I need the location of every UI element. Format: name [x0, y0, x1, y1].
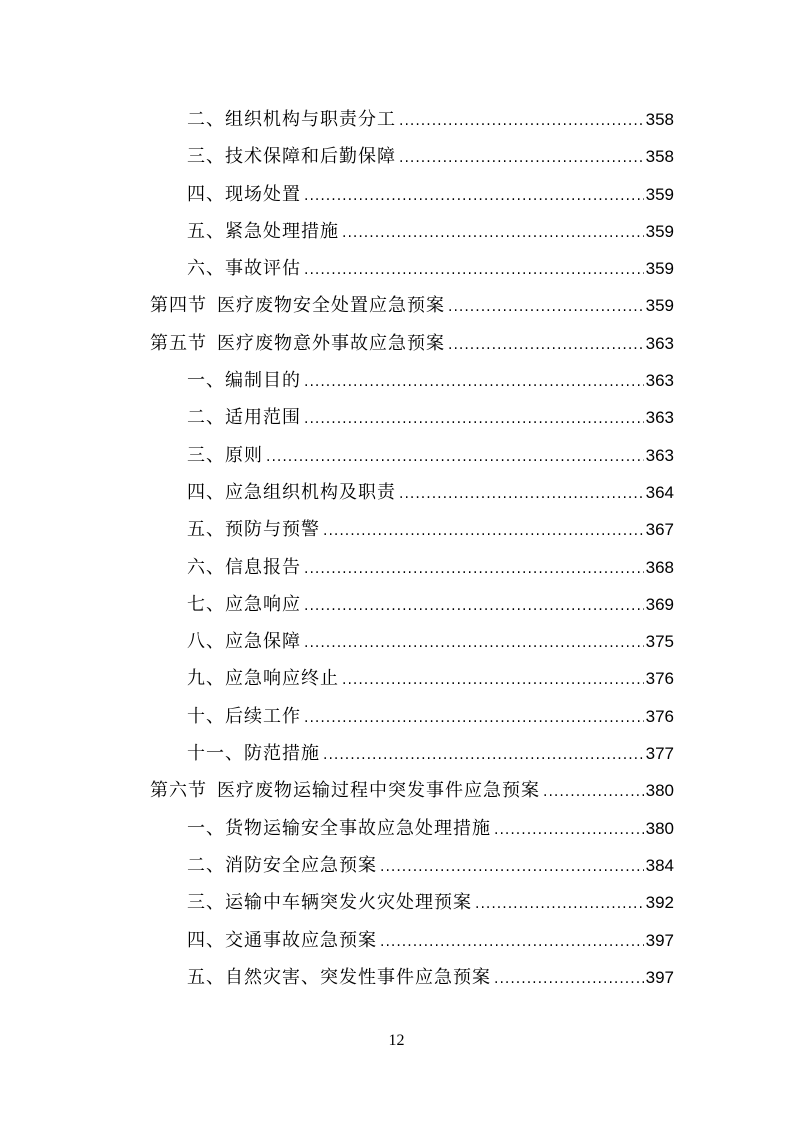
toc-entry-title [150, 287, 445, 324]
toc-entry[interactable] [150, 511, 674, 548]
toc-section-label: 第四节 [150, 295, 207, 317]
toc-entry[interactable] [150, 176, 674, 213]
toc-entry-text: 二、适用范围 [187, 407, 301, 429]
toc-entry[interactable] [150, 362, 674, 399]
toc-leader-dots [304, 551, 644, 588]
toc-section-entry[interactable] [150, 287, 674, 324]
toc-entry-text: 四、交通事故应急预案 [187, 929, 377, 951]
toc-entry-text: 一、编制目的 [187, 370, 301, 392]
toc-entry-title [187, 437, 263, 474]
toc-leader-dots [323, 737, 644, 774]
toc-leader-dots [399, 140, 644, 177]
toc-entry[interactable] [150, 474, 674, 511]
toc-entry-text: 医疗废物安全处置应急预案 [217, 295, 445, 317]
toc-entry-title [150, 772, 540, 809]
toc-entry[interactable] [150, 549, 674, 586]
toc-entry-title [187, 511, 320, 548]
toc-leader-dots [448, 289, 644, 326]
toc-entry-text: 十一、防范措施 [187, 743, 320, 765]
toc-entry[interactable] [150, 884, 674, 921]
table-of-contents [150, 101, 674, 996]
toc-entry-text: 五、预防与预警 [187, 519, 320, 541]
toc-entry-title [187, 213, 339, 250]
toc-page-number: 359 [645, 259, 674, 279]
toc-entry[interactable] [150, 922, 674, 959]
toc-page-number: 359 [645, 221, 674, 241]
toc-leader-dots [304, 700, 644, 737]
toc-leader-dots [304, 401, 644, 438]
toc-leader-dots [304, 252, 644, 289]
toc-page-number: 363 [645, 408, 674, 428]
toc-entry-text: 二、消防安全应急预案 [187, 854, 377, 876]
toc-entry-text: 三、运输中车辆突发火灾处理预案 [187, 892, 472, 914]
toc-entry-text: 四、现场处置 [187, 183, 301, 205]
toc-leader-dots [342, 662, 644, 699]
toc-entry-text: 一、货物运输安全事故应急处理措施 [187, 817, 491, 839]
toc-entry[interactable] [150, 660, 674, 697]
toc-entry-title [187, 474, 396, 511]
toc-entry[interactable] [150, 847, 674, 884]
toc-page-number: 380 [645, 781, 674, 801]
toc-entry-title [187, 922, 377, 959]
toc-leader-dots [304, 625, 644, 662]
toc-page-number: 376 [645, 669, 674, 689]
toc-leader-dots [494, 812, 644, 849]
toc-entry-title [187, 623, 301, 660]
toc-leader-dots [380, 849, 644, 886]
toc-leader-dots [304, 364, 644, 401]
toc-entry-title [187, 362, 301, 399]
toc-page-number: 359 [645, 296, 674, 316]
toc-entry[interactable] [150, 437, 674, 474]
toc-page-number: 367 [645, 520, 674, 540]
toc-leader-dots [448, 327, 644, 364]
toc-entry-text: 五、自然灾害、突发性事件应急预案 [187, 966, 491, 988]
toc-entry-text: 十、后续工作 [187, 705, 301, 727]
toc-page-number: 375 [645, 632, 674, 652]
toc-leader-dots [399, 103, 644, 140]
toc-entry-text: 六、事故评估 [187, 258, 301, 280]
toc-entry-title [187, 735, 320, 772]
toc-page-number: 358 [645, 110, 674, 129]
toc-entry-title [187, 176, 301, 213]
toc-entry-title [187, 101, 396, 138]
toc-entry-text: 三、原则 [187, 444, 263, 466]
toc-entry-title [187, 399, 301, 436]
toc-page-number: 358 [645, 147, 674, 167]
toc-page-number: 397 [645, 930, 674, 950]
toc-entry-title [187, 810, 491, 847]
toc-entry[interactable] [150, 623, 674, 660]
toc-entry[interactable] [150, 959, 674, 996]
toc-page-number: 369 [645, 594, 674, 614]
toc-entry-title [187, 549, 301, 586]
toc-section-label: 第五节 [150, 332, 207, 354]
toc-entry[interactable] [150, 138, 674, 175]
toc-section-entry[interactable] [150, 325, 674, 362]
page-number: 12 [388, 1032, 405, 1049]
toc-page-number: 364 [645, 482, 674, 502]
toc-section-label: 第六节 [150, 780, 207, 802]
toc-entry-text: 七、应急响应 [187, 593, 301, 615]
toc-leader-dots [304, 178, 644, 215]
toc-entry-title [187, 586, 301, 623]
toc-leader-dots [323, 513, 644, 550]
toc-entry-text: 三、技术保障和后勤保障 [187, 146, 396, 168]
toc-entry-text: 二、组织机构与职责分工 [187, 109, 396, 130]
toc-page-number: 363 [645, 445, 674, 465]
toc-entry-title [187, 884, 472, 921]
toc-leader-dots [543, 774, 644, 811]
toc-entry-text: 医疗废物运输过程中突发事件应急预案 [217, 780, 540, 802]
toc-entry-title [187, 660, 339, 697]
toc-leader-dots [494, 961, 644, 998]
toc-entry-title [187, 698, 301, 735]
toc-section-entry[interactable] [150, 772, 674, 809]
toc-entry-text: 八、应急保障 [187, 631, 301, 653]
toc-entry[interactable] [150, 213, 674, 250]
toc-leader-dots [342, 215, 644, 252]
toc-leader-dots [266, 439, 644, 476]
toc-leader-dots [475, 886, 644, 923]
toc-entry-title [150, 325, 445, 362]
toc-entry[interactable] [150, 250, 674, 287]
toc-leader-dots [399, 476, 644, 513]
toc-page-number: 368 [645, 557, 674, 577]
toc-entry[interactable] [150, 101, 674, 138]
toc-leader-dots [304, 588, 644, 625]
toc-page-number: 384 [645, 855, 674, 875]
toc-entry[interactable] [150, 735, 674, 772]
toc-page-number: 377 [645, 744, 674, 764]
toc-page-number: 359 [645, 184, 674, 204]
toc-entry[interactable] [150, 399, 674, 436]
toc-entry-text: 医疗废物意外事故应急预案 [217, 332, 445, 354]
toc-entry-text: 九、应急响应终止 [187, 668, 339, 690]
toc-entry-title [187, 959, 491, 996]
toc-entry-title [187, 847, 377, 884]
toc-entry-text: 五、紧急处理措施 [187, 220, 339, 242]
toc-page-number: 376 [645, 706, 674, 726]
toc-entry[interactable] [150, 586, 674, 623]
toc-page-number: 363 [645, 333, 674, 353]
toc-entry-title [187, 250, 301, 287]
toc-entry[interactable] [150, 810, 674, 847]
toc-page-number: 392 [645, 893, 674, 913]
toc-entry-text: 四、应急组织机构及职责 [187, 481, 396, 503]
toc-page-number: 380 [645, 818, 674, 838]
toc-page-number: 363 [645, 371, 674, 391]
toc-page-number: 397 [645, 967, 674, 987]
toc-entry[interactable] [150, 698, 674, 735]
toc-leader-dots [380, 924, 644, 961]
toc-entry-text: 六、信息报告 [187, 556, 301, 578]
toc-entry-title [187, 138, 396, 175]
